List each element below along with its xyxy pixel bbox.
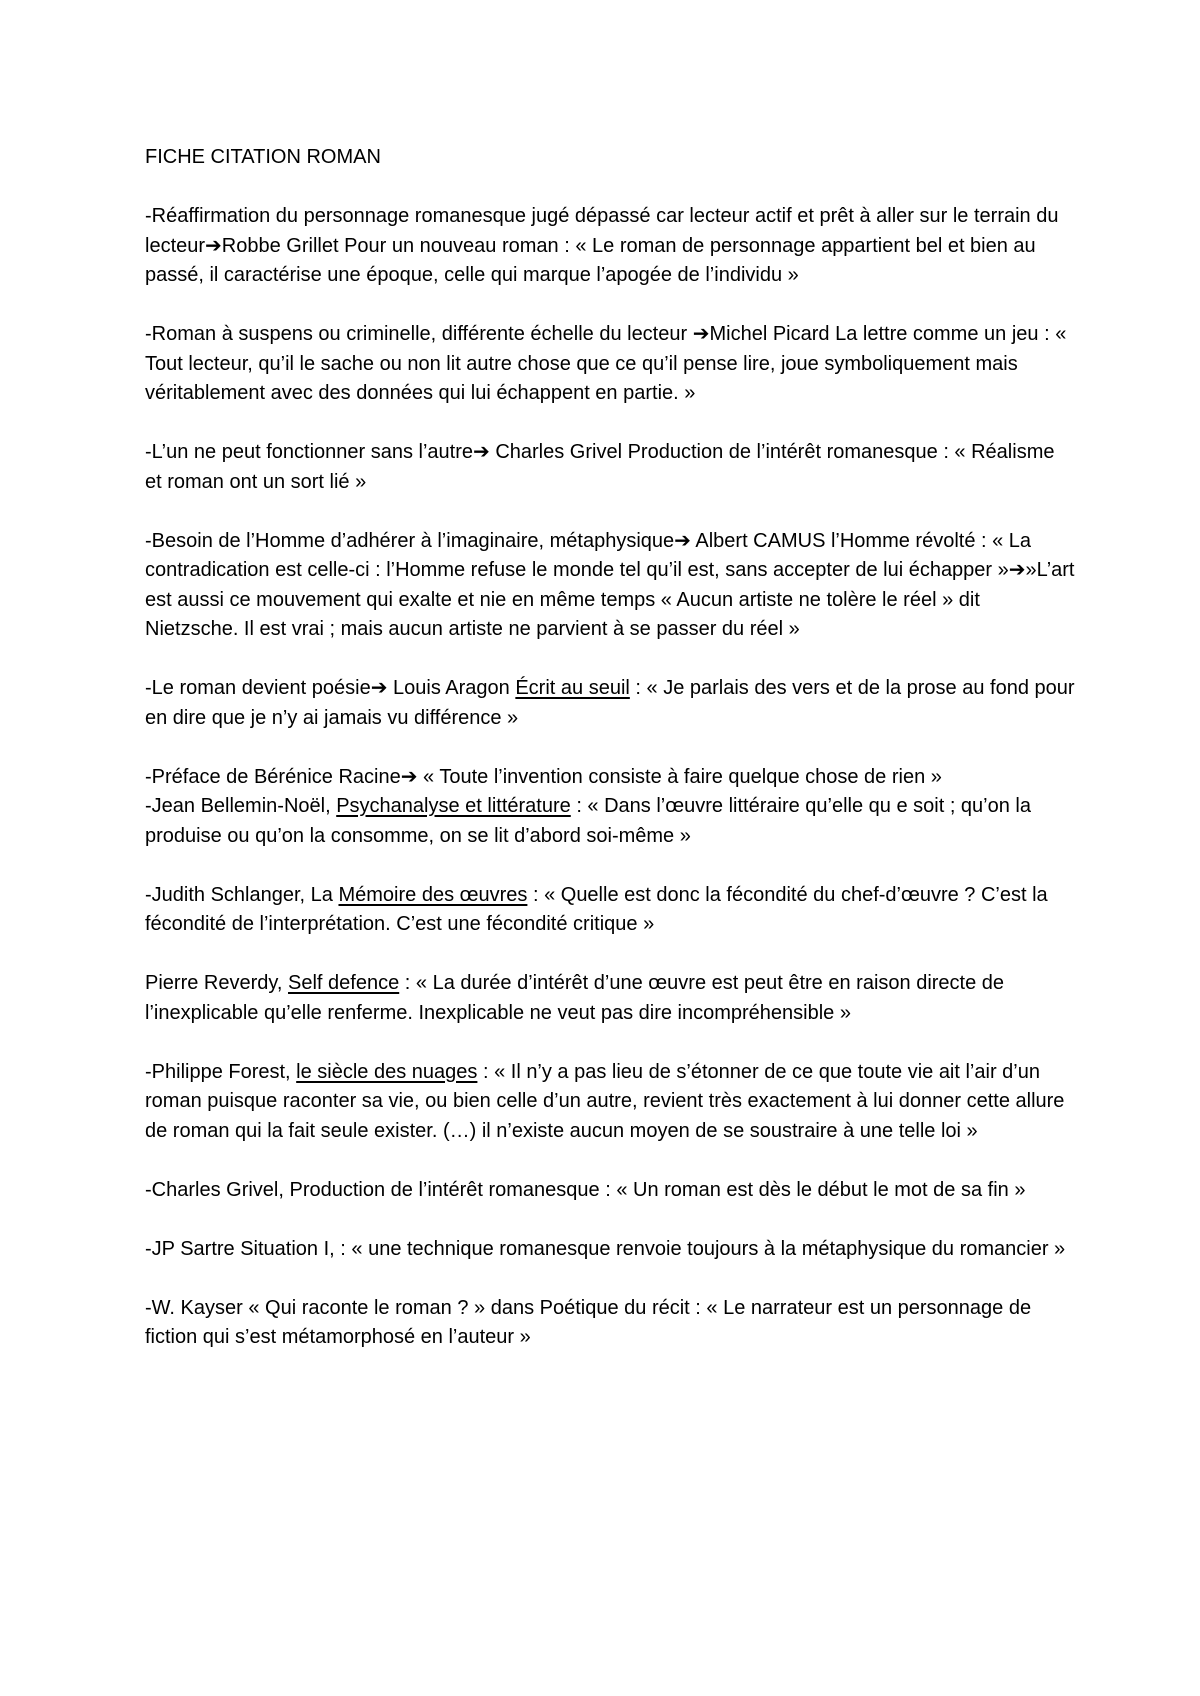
quote-paragraph-kayser: -W. Kayser « Qui raconte le roman ? » dans Poétique du récit : « Le narrateur est un personnage de fiction qui s’est métamorphosé en l’auteur » bbox=[145, 1296, 1032, 1348]
arrow-icon: ➔ bbox=[674, 529, 691, 552]
quote-paragraph-bellemin-noel: -Jean Bellemin-Noël, Psychanalyse et littérature : « Dans l’œuvre littéraire qu’elle qu e soit ; qu’on la produise ou qu’on la consomme, on se lit d’abord soi-même » bbox=[145, 795, 1031, 847]
work-title: Mémoire des œuvres bbox=[338, 883, 528, 906]
document-body bbox=[145, 143, 1075, 1382]
work-title: Psychanalyse et littérature bbox=[336, 795, 571, 817]
arrow-icon: ➔ bbox=[205, 234, 222, 257]
quote-paragraph-sartre: -JP Sartre Situation I, : « une technique romanesque renvoie toujours à la métaphysique du romancier » bbox=[145, 1237, 1066, 1260]
arrow-icon: ➔ bbox=[473, 441, 490, 463]
arrow-icon: ➔ bbox=[692, 323, 710, 345]
document-title: FICHE CITATION ROMAN bbox=[145, 146, 381, 168]
quote-paragraph-picard: -Roman à suspens ou criminelle, différente échelle du lecteur ➔Michel Picard La lettre comme un jeu : « Tout lecteur, qu’il le sache ou non lit autre chose que ce qu’il pense lire, joue symboliquement mais véritablement avec des données qui lui échappent en partie. » bbox=[145, 323, 1067, 404]
work-title: Self defence bbox=[288, 972, 400, 994]
quote-paragraph-reverdy: Pierre Reverdy, Self defence : « La durée d’intérêt d’une œuvre est peut être en raison directe de l’inexplicable qu’elle renferme. Inexplicable ne veut pas dire incompréhensible » bbox=[145, 972, 1005, 1024]
quote-paragraph-schlanger: -Judith Schlanger, La Mémoire des œuvres : « Quelle est donc la fécondité du chef-d’œuvre ? C’est la fécondité de l’interprétation. C’est une fécondité critique » bbox=[145, 883, 1048, 935]
arrow-icon: ➔ bbox=[1008, 559, 1026, 581]
arrow-icon: ➔ bbox=[370, 677, 388, 699]
quote-paragraph-grivel-fin: -Charles Grivel, Production de l’intérêt romanesque : « Un roman est dès le début le mot de sa fin » bbox=[145, 1178, 1026, 1201]
work-title: Écrit au seuil bbox=[515, 677, 630, 699]
quote-paragraph-forest: -Philippe Forest, le siècle des nuages : « Il n’y a pas lieu de s’étonner de ce que toute vie ait l’air d’un roman puisque raconter sa vie, ou bien celle d’un autre, revient très exactement à lui donner cette allure de roman qui la fait seule exister. (…) il n’existe aucun moyen de se soustraire à une telle loi » bbox=[145, 1060, 1065, 1142]
quote-paragraph-aragon: -Le roman devient poésie➔ Louis Aragon Écrit au seuil : « Je parlais des vers et de la prose au fond pour en dire que je n’y ai jamais vu différence » bbox=[145, 677, 1075, 729]
arrow-icon: ➔ bbox=[400, 765, 418, 788]
quote-paragraph-robbe-grillet: -Réaffirmation du personnage romanesque jugé dépassé car lecteur actif et prêt à aller sur le terrain du lecteur➔Robbe Grillet Pour un nouveau roman : « Le roman de personnage appartient bel et bien au passé, il caractérise une époque, celle qui marque l’apogée de l’individu » bbox=[145, 205, 1059, 286]
quote-paragraph-camus: -Besoin de l’Homme d’adhérer à l’imaginaire, métaphysique➔ Albert CAMUS l’Homme révolté : « La contradication est celle-ci : l’Homme refuse le monde tel qu’il est, sans accepter de lui échapper »➔»L’art est aussi ce mouvement qui exalte et nie en même temps « Aucun artiste ne tolère le réel » dit Nietzsche. Il est vrai ; mais aucun artiste ne parvient à se passer du réel » bbox=[145, 529, 1075, 640]
quote-paragraph-grivel-realisme: -L’un ne peut fonctionner sans l’autre➔ Charles Grivel Production de l’intérêt romanesque : « Réalisme et roman ont un sort lié » bbox=[145, 441, 1055, 493]
work-title: le siècle des nuages bbox=[296, 1060, 478, 1083]
quote-paragraph-racine: -Préface de Bérénice Racine➔ « Toute l’invention consiste à faire quelque chose de rien » bbox=[145, 765, 942, 788]
